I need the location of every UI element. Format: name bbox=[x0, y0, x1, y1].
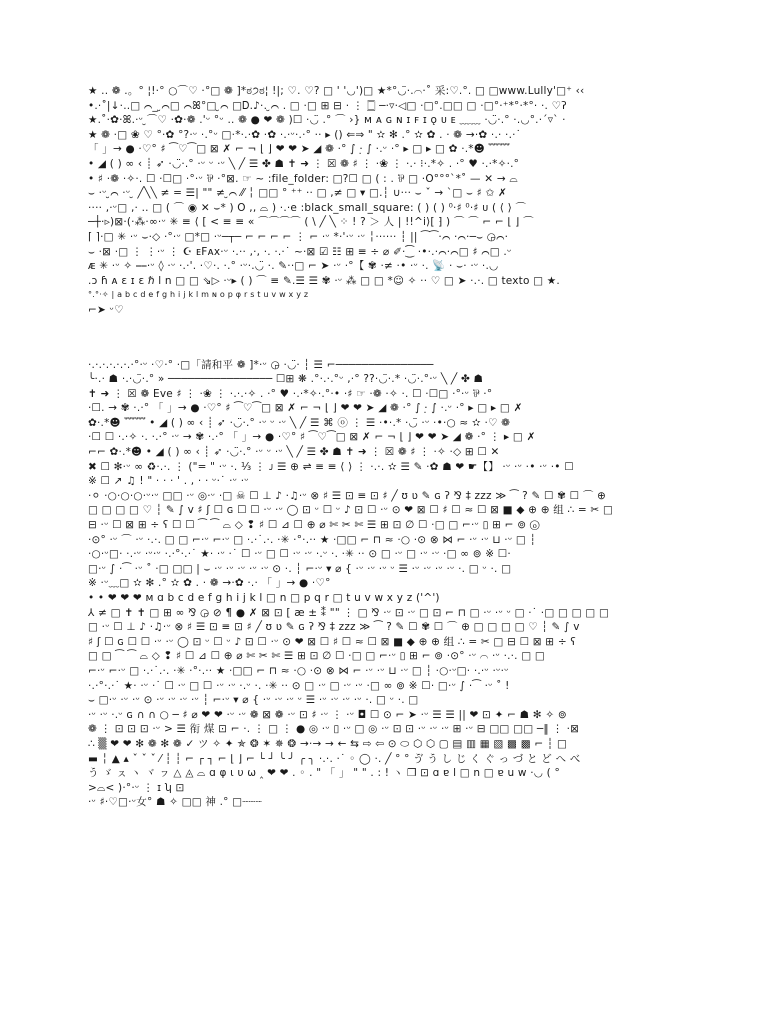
symbol-line: う ゞ ㇲ ヽ ヾ ㇷ △ ◬ ⌓ ɑ φ ι υ ω ‸ ❤ ❤ . ◦ . " 「 」 " " . : ! ヽ ❒ ⊡ ɑ ɐ l □ n □ ɐ u w ·◡ ( ° bbox=[88, 767, 560, 780]
symbol-line: • ◢ ( ) ∞ ‹ ┊ ➶ ·◡̈·.° ·ᵕ ᵕ ·ᵕ ╲ ╱ ☰ ✤ ☗ ✝ ➜ ⋮ ☒ ❁ ♯ ⋮ ·❀ ⋮ ·.· ⁝·.*✧ . ·° ♥ ·.·*✧·.° bbox=[88, 157, 520, 170]
symbol-line: ⌣ ·⊠ ·□ ⋮ ⋮·ᵕ ⋮ ☪ ᴇFᴀx·ᵕ ·.·· ,·, ·. ·.·˙ ~·⊠ ☑ ☷ ⊞ ≡ ÷ ⌀ ✐·⁐ ·•·.·⌒·⌒□ ♯ ⌒□ .ᵕ bbox=[88, 245, 512, 258]
symbol-line: ♯ ʃ ☐ ɢ ☐ ☐ ·ᵕ ·ᵕ ◯ ⊡ ᵕ ☐ ᵕ ♪ ⊡ ☐ ·ᵕ ⊙ ❤ ⊠ ☐ ♯ ☐ ≈ ☐ ⊠ ■ ◆ ⊕ ⊕ 组 ∴ = ✂ □ ⊟ ☐ ⊠ ⊞ ÷ ʕ bbox=[88, 635, 576, 648]
symbol-line: ⅄ ≠ □ ✝ ✝ □ ⊞ ∞ ⅋ ◶ ⊘ ¶ ● ✗ ⊠ ⊡ [ æ ± ⁑ "" ⋮ □ ⅋ ·ᵕ ⊡ ·ᵕ □ ⊡ ⌐ ⊓ □ ·ᵕ ·ᵕ ᵕ □ ·˙ ·□ □ □ □ □ bbox=[88, 606, 610, 619]
symbol-line: ✿·.*☻ ﹌﹌ • ◢ ( ) ∞ ‹ ┊ ➶ ·◡̈·.° ·ᵕ ᵕ ·ᵕ ╲ ╱ ☰ ⌘ ⓞ ⋮ ☰ ·•·.* ·◡̈ ·ᵕ ·•·○ ≈ ✫ ·♡ ❁ bbox=[88, 416, 511, 429]
symbol-line: ▬ ╎ ▲ ▴ ˇ ˇ ˇ ⁄ ┆ ┆ ⌐ ┌ ┐ ⌐ ⌊ ⌋ ⌐ └ ┘ ╰ ╯ ╭ ╮ ·.·. ·˙ ◦ ◯ ·. ╱ ° ° ゔ う し じ く ぐ っ づ と ど へ べ bbox=[88, 752, 581, 765]
symbol-line: 「 」→ ● ·♡° ♯ ⁀♡⁀□ ⊠ ✗ ⌐ ¬ ⌊ ⌋ ❤ ❤ ➤ ◢ ❁ ·° ∫ ·̣ ∫ ·.ᵕ ·° ▸ □ ▸ □ ✿ ·.*☻ ﹌﹌ bbox=[88, 143, 510, 156]
symbol-line: ⌐⌐ ✿·.*☻ • ◢ ( ) ∞ ‹ ┊ ➶ ·◡̈·.° ·ᵕ ᵕ ·ᵕ ╲ ╱ ☰ ✤ ☗ ✝ ➜ ⋮ ☒ ❁ ♯ ⋮ ·✧ ·◇ ⊞ ☐ ✕ bbox=[88, 446, 500, 459]
symbol-line: ⌣ ·ᵕ ̮⌒ ·ᵕ ̮ ╱╲╲ ≠ = ☰| "" ≠ ̮⌒ ⁄⁄ ╎ □□ ° ⁺⁺ ·· □ ,≠ □ ▾ □.┆ ∪··· ⌣ ˇ → ˋ□ ⌣ ♯ ✩ ✗ bbox=[88, 187, 508, 200]
document-page bbox=[88, 84, 680, 810]
symbol-line: >⌓< )·°·ᵕ ⋮ ɪ ʮ ⊡ bbox=[88, 781, 185, 794]
symbol-line: ※ ·ᵕ﹏□ ✫ ✻ .° ✫ ✿ . · ❁ →·✿ ·.· 「 」→ ● ·♡° bbox=[88, 577, 331, 590]
symbol-line: ·☐ ☐ ·.·✧ ·. ·.·° ·ᵕ → ✾ ·.·° 「 」→ ● ·♡° ♯ ⁀♡⁀□ ⊠ ✗ ⌐ ¬ ⌊ ⌋ ❤ ❤ ➤ ◢ ❁ ·° ⋮ ▸ □ ✗ bbox=[88, 431, 536, 444]
symbol-line: □ □ ⁀ ⁀ ⌓ ◇ ❢ ♯ ☐ ⊿ ☐ ⊕ ⌀ ✄ ✂ ✄ ☰ ⊞ ⊡ ∅ ☐ ·□ □ ⌐·ᵕ ▯ ⊞ ⌐ ⊚ ·⊙° ·ᵕ ⌒ ·ᵕ ·.·. □ □ bbox=[88, 650, 546, 663]
symbol-line: ✖ ☐ ✻·ᵕ ∞ ♻·.·. ⋮ ("= " ·ᵕ ·. ⅓ ⋮ ᴊ ☰ ⊕ ⇌ ≡ ≡ ⟨ ⟩ ⋮ ·.·. ✫ ☰ ✎ ·✿ ☗ ❤ ☛【】 ·ᵕ ·ᵕ ·• ·ᵕ ·• ☐ bbox=[88, 460, 574, 473]
symbol-line: ╰·.· ☗ ·.·◡̈·.° » ──────────────── ☐⊞ ❋ .°·.·.°ᵕ ,·° ??·◡̈·.* ·◡̈·.°·ᵕ ╲ ╱ ✤ ☗ bbox=[88, 373, 484, 386]
symbol-line: ★.˚·✿·ꕤ.·ᵕ ̮⌒♡ ·✿·❁ .'ᵕ °ᵕ .. ❁ ● ❤ ❁ )☐ ·◡̈ .° ⌒ ›} ᴍ ᴀ ɢ ɴ ɪ ꜰ ɪ ǫ ᴜ ᴇ ﹏﹏ ·◡̈·.° ·.◡°.·ˊ▿ˋ · bbox=[88, 114, 566, 127]
symbol-line: ─┼·▹)⊠·(·⁂·∞·ᵕ ✳ ≡ ⟨ [ < ≡ ≡ « ⌒⌒⌒⌒ ( \ ╱ ╲ ⁘ ! ? ＞ 人 | !!^i⟩[ ⁆ ) ⌒ ⌒ ⌐ ⌐ ⌊ ⌋ ⌒ bbox=[88, 216, 534, 229]
section-gap bbox=[88, 318, 680, 358]
symbol-line: ⌈ ⌉·□ ✳ ·ᵕ ⌣·◇ ·°·ᵕ □*□ ·ᵕ─┬─ ⌐ ⌐ ⌐ ⌐ ⋮ ⌐ ·ᵕ *·'·ᵕ ·ᵕ ╎······ ┆ || ⁀⁀·⌒ ·⌒·─⌣ ◶⌒· bbox=[88, 230, 509, 243]
symbol-line: •.·˚|↓·..□ ⌒_ ̮⌒□ ⌒ꕤ°□ ̮⌒ □Ꭰ.♪·. ̮⌒ . □ ·□ ⊞ ⊟ · ⋮ 🀆 ─·▿·◁□ ·□°.□□ □ ·□°·⁺*°·*°· ·. ♡ʔ bbox=[88, 99, 567, 112]
symbol-line: °.°·✧ | a b c d e f g h i j k l m ɴ o p φ r s t u v w x y z bbox=[88, 290, 309, 300]
symbol-line: □ □ □ □ ♡ ┆ ✎ ∫ v ♯ ʃ ☐ ɢ ☐ ☐ ·ᵕ ·ᵕ ◯ ⊡ ᵕ ☐ ᵕ ♪ ⊡ ☐ ·ᵕ ⊙ ❤ ⊠ ☐ ♯ ☐ ≈ ☐ ⊠ ■ ◆ ⊕ ⊕ 组 ∴ = ✂ □ bbox=[88, 504, 614, 517]
symbol-line: □ ·ᵕ ☐ ⊥ ♪ ·♫·ᵕ ⊗ ♯ ☰ ⊡ ≡ ⊡ ♯ ╱ ʊ ʋ ✎ ɢ ʔ ⅋ ‡ zzz ≫ ⁀ ? ✎ ☐ ✾ ☐ ⌒ ⊕ □ □ □ □ ♡ ┆ ✎ ∫ v bbox=[88, 621, 580, 634]
symbol-line: ·⊙° ·ᵕ ⌒ ·ᵕ ·.·. □ □ ⌐·ᵕ ⌐·ᵕ □ ·.·˙.·. ·✳ ·°·.·· ★ ·□□ ⌐ ⊓ ≈ ·○ ·⊙ ⊗ ⋈ ⌐ ·ᵕ ·ᵕ ⊔ ·ᵕ □ ┆ bbox=[88, 533, 537, 546]
symbol-line: .ɔ ɦ ᴀ ɛ ɪ ɛ ℏ l n □ □ ⇘▷ ·ᵕ▸ ( ) ⌒ ≡ ✎.☰ ☰ ✾ ·ᵕ ⁂ □ □ *☺ ✧ ·· ♡ □ ➤ ·.·. □ texto □ ★. bbox=[88, 274, 560, 287]
symbol-line: ∴ ▒ ❤ ❤ ✻ ❁ ✻ ❁ ✓ ツ ✧ ✦ ✯ ❂ ✶ ✵ ❂ →·→ → ← ⇆ ⇨ ⇦ ⊙ ⬭ ⬡ ⬡ ▢ ▤ ▥ ▦ ▧ ▩ ▩ ⌐ ┆ □ bbox=[88, 737, 568, 750]
arrow-line: ⌐➤ ᵕ♡ bbox=[88, 303, 124, 316]
symbol-line: □·ᵕ ∫ ·⁀ ·ᵕ ˚ ·□ □□ | ⌣ ·ᵕ ·ᵕ ·ᵕ ·ᵕ ·ᵕ ⊙ ·. ┆ ⌐·ᵕ ▾ ⌀ { ·ᵕ ·ᵕ ·ᵕ ᵕ ☰ ·ᵕ ·ᵕ ·ᵕ ·ᵕ ·. □ ᵕ ·. □ bbox=[88, 562, 512, 575]
symbol-line: ·ᵕ ♯·♡□·ᵕ女° ☗ ✧ □□ 神 .° □┈┈┈ bbox=[88, 796, 262, 809]
symbol-line: ⊟ ·ᵕ ☐ ⊠ ⊞ ÷ ʕ ☐ ☐ ⁀ ⁀ ⌓ ◇ ❢ ♯ ☐ ⊿ ☐ ⊕ ⌀ ✄ ✂ ✄ ☰ ⊞ ⊡ ∅ ☐ ·□ □ ⌐·ᵕ ▯ ⊞ ⌐ ⊚ ⓞ bbox=[88, 519, 540, 532]
symbol-line: ⌣ □·ᵕ ·ᵕ ·ᵕ ⊙ ·ᵕ ·ᵕ ·ᵕ ·ᵕ ┆ ⌐·ᵕ ▾ ⌀ { ·ᵕ ·ᵕ ·ᵕ ᵕ ☰ ·ᵕ ·ᵕ ·ᵕ ·ᵕ ·. □ ᵕ ·. □ bbox=[88, 694, 419, 707]
symbol-line: • • ❤ ❤ ❤ ᴍ ɑ b c d e f g h i j k l □ n □ p q r □ t u v w x y z ('^') bbox=[88, 592, 440, 604]
symbol-line: ※ ☐ ↗ ♫ ! " · · · ' . , · · ᵕ·˙ ·ᵕ ·ᵕ bbox=[88, 475, 249, 488]
symbol-line: ·○·ᵕ□· ·.·ᵕ ·ᵕ·ᵕ ·.·°·.·˙ ★· ·ᵕ ·˙ ☐ ·ᵕ □ ☐ ·ᵕ ·ᵕ ·.ᵕ ·. ·✳ ·· ⊙ □ ·ᵕ □ ·ᵕ ·ᵕ ·□ ∞ ⊚ ※ ☐· bbox=[88, 548, 511, 561]
symbol-line: • ♯ ·❁ ·✧·. ☐ ·☐□ ·°·ᵕ ⅌ ·°⊠. ☞ ~ :file_folder: □?☐ □ ( : . ⅌ □ ·O°°°`*˚ — ✕ → ⌓ bbox=[88, 172, 518, 185]
symbol-line: ★ .. ❁ .。° ¦!·° ○⌒♡ ·°□ ❁ ]*ಠ੭ಠ¦ !|; ♡. ♡? □ ' '◡')□ ★*°◡̈·.⌒·˚ 采:♡.°. □ □www.Lully'□⁺ ‹‹ bbox=[88, 85, 585, 97]
symbol-line: ·ᵕ ·ᵕ ·.ᵕ ɢ ∩ ∩ ○ ─ ♯ ⌀ ❤ ❤ ·ᵕ ·ᵕ ❁ ⊠ ❁ ·ᵕ ⊡ ♯ ·ᵕ ⋮ ·ᵕ ◘ ☐ ⊙ ⌐ ➤ ·ᵕ ☰ ☰ || ❤ ⊡ ✦ ⌐ ☗ ✻ ✧ ⊚ bbox=[88, 708, 567, 721]
symbol-line: ❁ ⋮ ⊡ ⊡ ⊡ ·ᵕ > ☰ 衔 煤 ⊡ ⌐ ·. ⋮ □ ⋮ ● ◎ ·ᵕ ▯ ·ᵕ □ ◎ ·ᵕ ⊡ ⊡ ·ᵕ ·ᵕ ·ᵕ ⊞ ·ᵕ ⊟ □□ □□ ─‖ ⋮ ·⊠ bbox=[88, 723, 580, 736]
symbol-line: ·☐. → ✾ ·.·° 「 」→ ● ·♡° ♯ ⁀♡⁀□ ⊠ ✗ ⌐ ¬ ⌊ ⌋ ❤ ❤ ➤ ◢ ❁ ·° ∫ ·̣ ∫ ·.ᵕ ·° ▸ □ ▸ □ ✗ bbox=[88, 402, 523, 415]
symbol-line: ·.·°·.·˙ ★· ·ᵕ ·˙ ☐ ·ᵕ □ ☐ ·ᵕ ·ᵕ ·.ᵕ ·. ·✳ ·· ⊙ □ ·ᵕ □ ·ᵕ ·ᵕ ·□ ∞ ⊚ ※ ☐· □·ᵕ ∫ ·⁀ ·ᵕ ˚ ! bbox=[88, 679, 510, 692]
symbol-line: ⌐·ᵕ ⌐·ᵕ □ ·.·˙.·. ·✳ ·°·.·· ★ ·□□ ⌐ ⊓ ≈ ·○ ·⊙ ⊗ ⋈ ⌐ ·ᵕ ·ᵕ ⊔ ·ᵕ □ ┆ ·○·ᵕ□· ·.·ᵕ ·ᵕ·ᵕ bbox=[88, 664, 509, 677]
symbol-line: ᴁ ✳ ·ᵕ ✧ ⎯⎯·ᵕ ◊ ·ᵕ ·.·'. ·♡·. ·.° ·ᵕ·.◡̈ ·. ✎··□ ⌐ ➤ ·ᵕ ·°【 ✾ ·≠ ·• ·ᵕ ·. 📡 · ⌣· ·ᵕ ·.◡ bbox=[88, 260, 499, 273]
symbol-line: ·⚪ ·○·○·○·ᵕ·ᵕ □□ ·ᵕ ◎·ᵕ ·□ ☠ ☐ ⊥ ♪ ·♫·ᵕ ⊗ ♯ ☰ ⊡ ≡ ⊡ ♯ ╱ ʊ ʋ ✎ ɢ ʔ ⅋ ‡ zzz ≫ ⁀ ? ✎ ☐ ✾ ☐ ⌒ ⊕ bbox=[88, 489, 607, 502]
symbol-line: ···· ,·ᵕ□ ,· .. □ ( ⌒ ◉ ✕ ⌣* ) O ,, ⌓ ) ·.·e :black_small_square: ( ) ( ) ⁰·♯ ⁰·♯ ᴜ ( ⟨ ⟩ ⌒ bbox=[88, 201, 527, 214]
symbol-line: ✝ ➜ ⋮ ☒ ❁ Eve ♯ ⋮ ·❀ ⋮ ·.·.·✧ . ·° ♥ ·.·*✧·.°·• ·♯ ☞ ·❁ ·✧ ·. ☐ ·☐□ ·°·ᵕ ⅌ ·° bbox=[88, 387, 493, 400]
symbol-line: ★ ❁ ·□ ❀ ♡ °·✿ °?·ᵕ ·.°ᵕ □·*·.·✿ ·✿ ·.·ᵕ·.·° ·· ▸ () ⇐⇒ " ✫ ✻ .° ✫ ✿ . · ❁ →·✿ ·.· ·.·˙ bbox=[88, 128, 522, 141]
symbol-line: ·.·.·.·.·.·.·°·ᵕ ·♡·° ·□「請和平 ❁ ]*·ᵕ ◶ ·◡̈· ┆ ☰ ⌐─────────────── bbox=[88, 358, 434, 371]
symbol-block-1 bbox=[88, 84, 680, 303]
symbol-block-2 bbox=[88, 358, 680, 810]
